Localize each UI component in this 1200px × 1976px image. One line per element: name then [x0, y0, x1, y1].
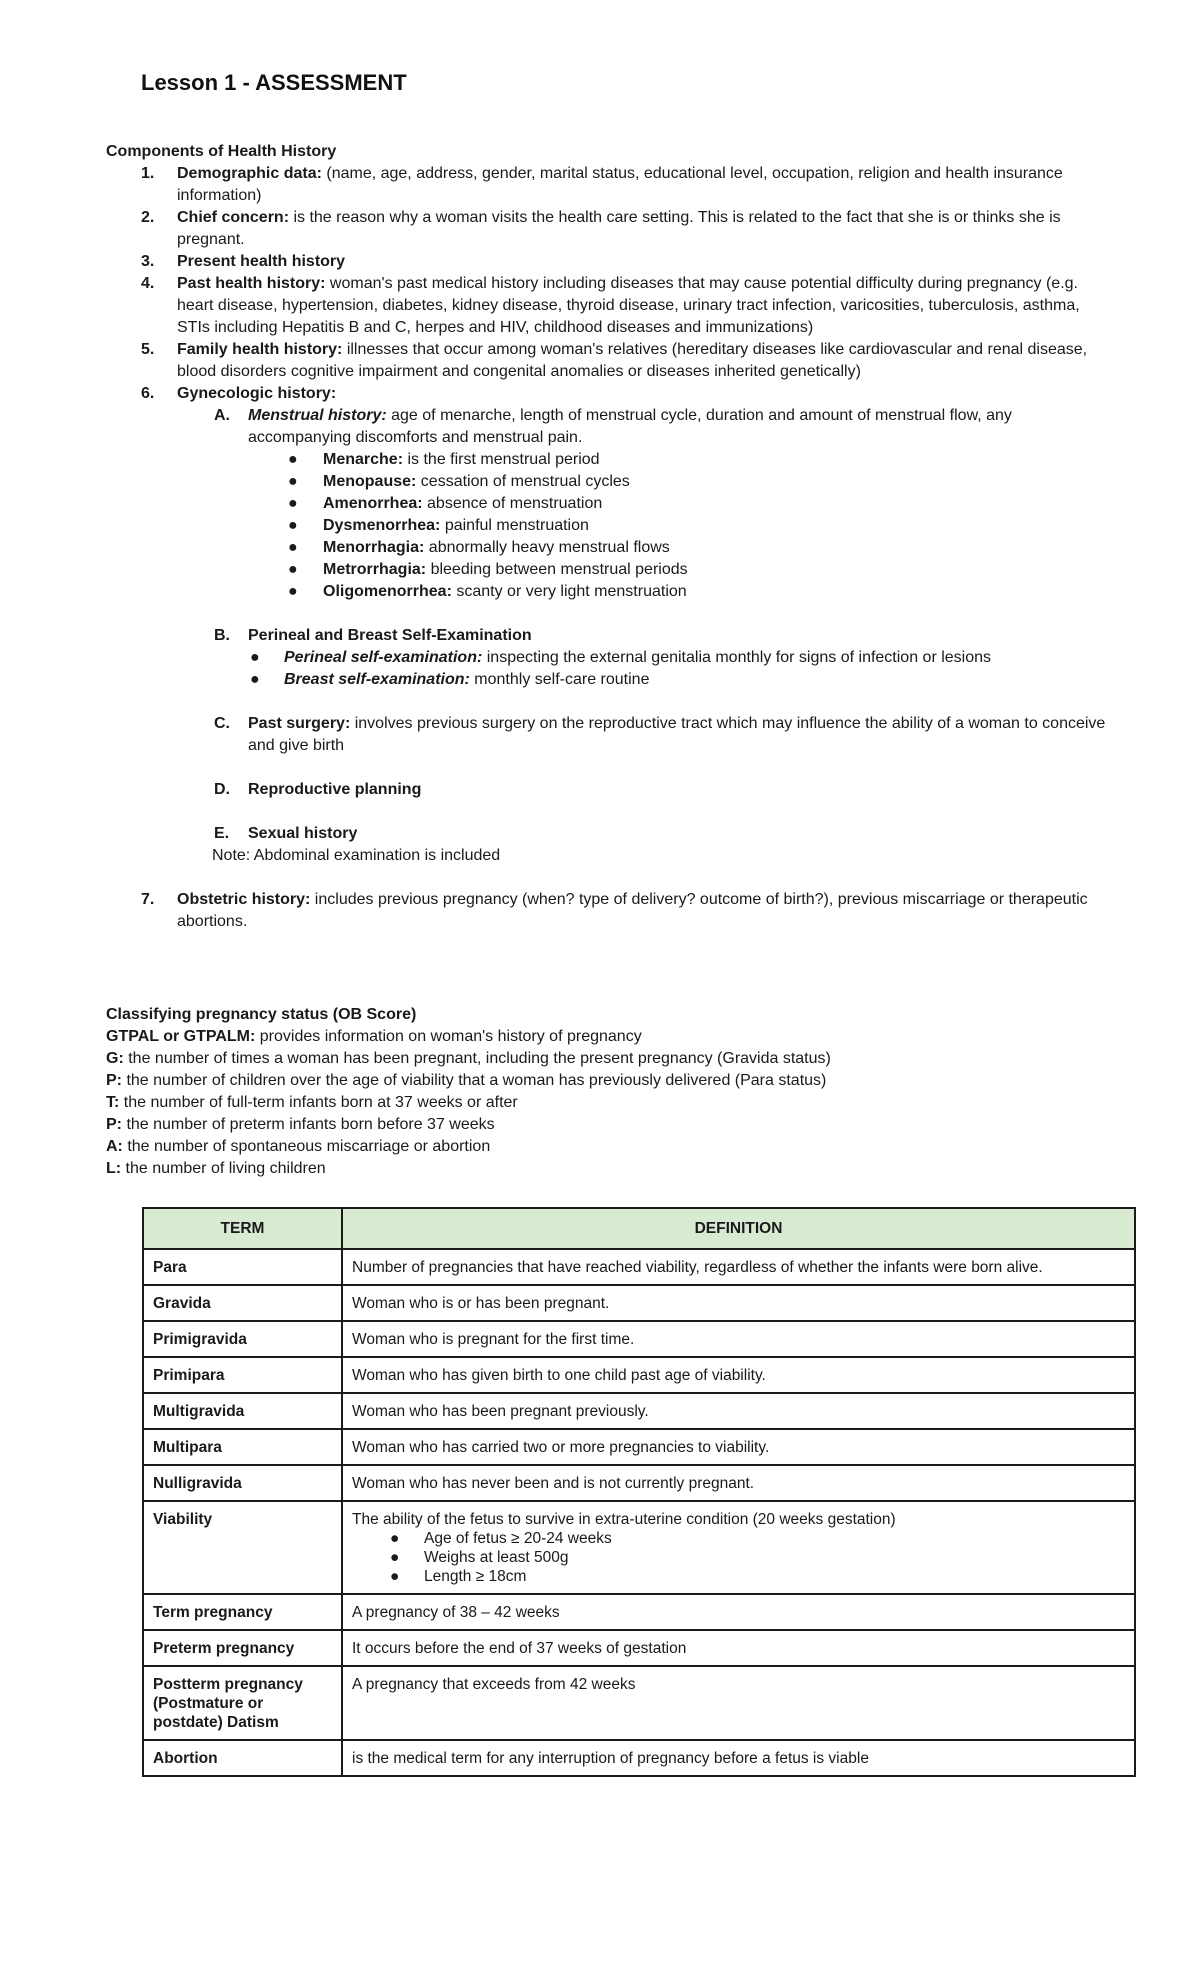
term-cell: Viability — [143, 1501, 342, 1594]
list-item: ● Menopause: cessation of menstrual cycles — [106, 471, 1106, 493]
ob-line: G: the number of times a woman has been pregnant, including the present pregnancy (Gravida status) — [106, 1050, 831, 1067]
bullet-icon: ● — [390, 1549, 400, 1566]
ob-line: A: the number of spontaneous miscarriage or abortion — [106, 1138, 491, 1155]
definition-text: The ability of the fetus to survive in extra-uterine condition (20 weeks gestation) — [352, 1511, 896, 1528]
menstrual-terms-list — [106, 449, 1106, 603]
bullet-icon: ● — [390, 1530, 400, 1547]
table-row — [143, 1393, 1135, 1429]
term-cell: Nulligravida — [143, 1465, 342, 1501]
list-item: ● Weighs at least 500g — [390, 1549, 569, 1566]
list-item: ● Length ≥ 18cm — [390, 1568, 527, 1585]
bullet-icon: ● — [390, 1568, 400, 1585]
list-item: ● Metrorrhagia: bleeding between menstrual periods — [106, 559, 1106, 581]
self-examination: B. Perineal and Breast Self-Examination — [214, 627, 532, 644]
list-item: 3. Present health history — [141, 253, 346, 270]
definition-cell: It occurs before the end of 37 weeks of gestation — [342, 1630, 1135, 1666]
health-history-list — [106, 163, 1106, 405]
list-item: ● Menarche: is the first menstrual period — [106, 449, 1106, 471]
ob-line: L: the number of living children — [106, 1160, 326, 1177]
page-title: Lesson 1 - ASSESSMENT — [141, 70, 407, 95]
bullet-icon: ● — [288, 561, 298, 578]
table-row — [143, 1321, 1135, 1357]
ob-score-section — [106, 1004, 1106, 1180]
self-exam-list — [106, 647, 1106, 691]
term-cell: Primipara — [143, 1357, 342, 1393]
list-item: 2. Chief concern: is the reason why a woman visits the health care setting. This is related to the fact that she is or thinks she is pregnant. — [141, 209, 1061, 248]
obstetric-history-list — [106, 889, 1106, 933]
table-row — [143, 1249, 1135, 1285]
table-row — [143, 1429, 1135, 1465]
past-surgery: C. Past surgery: involves previous surgery on the reproductive tract which may influence the ability of a woman to conceive and give birth — [214, 715, 1106, 754]
health-history-heading: Components of Health History — [106, 143, 337, 160]
list-item: ● Perineal self-examination: inspecting the external genitalia monthly for signs of infection or lesions — [106, 647, 1106, 669]
term-cell: Postterm pregnancy (Postmature or postdate) Datism — [143, 1666, 342, 1740]
bullet-icon: ● — [250, 649, 260, 666]
table-row — [143, 1630, 1135, 1666]
menstrual-history: A. Menstrual history: age of menarche, length of menstrual cycle, duration and amount of menstrual flow, any accompanying discomforts and menstrual pain. — [214, 407, 1012, 446]
definition-cell: is the medical term for any interruption of pregnancy before a fetus is viable — [342, 1740, 1135, 1776]
definition-cell: Woman who has never been and is not currently pregnant. — [342, 1465, 1135, 1501]
term-cell: Term pregnancy — [143, 1594, 342, 1630]
definition-cell: Number of pregnancies that have reached viability, regardless of whether the infants were born alive. — [342, 1249, 1135, 1285]
table-row — [143, 1594, 1135, 1630]
ob-score-heading: Classifying pregnancy status (OB Score) — [106, 1006, 417, 1023]
definition-cell: Woman who has carried two or more pregnancies to viability. — [342, 1429, 1135, 1465]
table-row — [143, 1501, 1135, 1594]
table-row — [143, 1666, 1135, 1740]
list-item: ● Amenorrhea: absence of menstruation — [106, 493, 1106, 515]
ob-line: GTPAL or GTPALM: provides information on woman's history of pregnancy — [106, 1028, 642, 1045]
note: Note: Abdominal examination is included — [212, 847, 501, 864]
table-row — [143, 1740, 1135, 1776]
list-item: ● Breast self-examination: monthly self-care routine — [106, 669, 1106, 691]
bullet-icon: ● — [288, 495, 298, 512]
table-header-row — [143, 1208, 1135, 1249]
table-row — [143, 1465, 1135, 1501]
definition-cell: Woman who is or has been pregnant. — [342, 1285, 1135, 1321]
term-cell: Multigravida — [143, 1393, 342, 1429]
bullet-icon: ● — [288, 517, 298, 534]
viability-criteria-list — [352, 1529, 1125, 1586]
term-cell: Preterm pregnancy — [143, 1630, 342, 1666]
column-header-term: TERM — [143, 1208, 342, 1249]
definition-cell — [342, 1501, 1135, 1594]
term-cell: Multipara — [143, 1429, 342, 1465]
column-header-definition: DEFINITION — [342, 1208, 1135, 1249]
bullet-icon: ● — [288, 539, 298, 556]
term-cell: Gravida — [143, 1285, 342, 1321]
list-item: 4. Past health history: woman's past medical history including diseases that may cause potential difficulty during pregnancy (e.g. heart disease, hypertension, diabetes, kidney disease, thyroid disease, urinary tract infection, varicosities, tuberculosis, asthma, STIs including Hepatitis B and C, herpes and HIV, childhood diseases and immunizations) — [141, 275, 1080, 336]
health-history-section — [106, 141, 1106, 933]
list-item: 1. Demographic data: (name, age, address, gender, marital status, educational level, occupation, religion and health insurance information) — [141, 165, 1063, 204]
table-row — [143, 1357, 1135, 1393]
ob-line: T: the number of full-term infants born at 37 weeks or after — [106, 1094, 518, 1111]
ob-line: P: the number of preterm infants born before 37 weeks — [106, 1116, 495, 1133]
bullet-icon: ● — [288, 583, 298, 600]
sexual-history: E. Sexual history — [214, 825, 358, 842]
term-cell: Primigravida — [143, 1321, 342, 1357]
bullet-icon: ● — [288, 473, 298, 490]
list-item: ● Dysmenorrhea: painful menstruation — [106, 515, 1106, 537]
term-cell: Abortion — [143, 1740, 342, 1776]
definition-cell: Woman who has been pregnant previously. — [342, 1393, 1135, 1429]
list-item: ● Oligomenorrhea: scanty or very light menstruation — [106, 581, 1106, 603]
list-item: 5. Family health history: illnesses that occur among woman's relatives (hereditary diseases like cardiovascular and renal disease, blood disorders cognitive impairment and congenital anomalies or diseases inherited genetically) — [141, 341, 1088, 380]
bullet-icon: ● — [250, 671, 260, 688]
ob-line: P: the number of children over the age of viability that a woman has previously delivered (Para status) — [106, 1072, 827, 1089]
reproductive-planning: D. Reproductive planning — [214, 781, 422, 798]
list-item: ● Menorrhagia: abnormally heavy menstrual flows — [106, 537, 1106, 559]
definition-cell: Woman who is pregnant for the first time. — [342, 1321, 1135, 1357]
list-item: 7. Obstetric history: includes previous pregnancy (when? type of delivery? outcome of birth?), previous miscarriage or therapeutic abortions. — [141, 891, 1088, 930]
table-row — [143, 1285, 1135, 1321]
definition-cell: A pregnancy that exceeds from 42 weeks — [342, 1666, 1135, 1740]
term-cell: Para — [143, 1249, 342, 1285]
definition-cell: Woman who has given birth to one child past age of viability. — [342, 1357, 1135, 1393]
bullet-icon: ● — [288, 451, 298, 468]
list-item: 6. Gynecologic history: — [141, 385, 337, 402]
list-item: ● Age of fetus ≥ 20-24 weeks — [390, 1530, 612, 1547]
definition-cell: A pregnancy of 38 – 42 weeks — [342, 1594, 1135, 1630]
terms-table — [142, 1207, 1136, 1777]
